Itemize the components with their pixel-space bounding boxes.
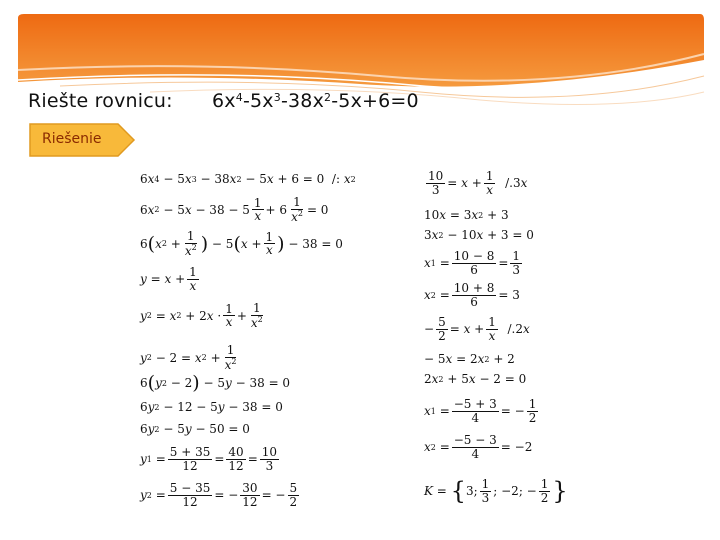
step-left-4: y = x + 1 x — [140, 265, 197, 293]
step-right-5: x 2 = 10 + 8 6 = 3 — [424, 281, 520, 309]
step-right-6: − 5 2 = x + 1 x /.2 x — [424, 315, 530, 343]
step-left-6: y 2 − 2 = x 2 + 1 $x^2$ — [140, 343, 237, 372]
step-left-3: 6 ( x 2 + 1 $x^2$ ) − 5 ( x + 1 x ) − 38 = 0 — [140, 229, 343, 258]
step-right-7: − 5 x = 2 x 2 + 2 — [424, 352, 515, 366]
task-label: Riešte rovnicu: — [28, 90, 173, 112]
task-equation: $6x^4-5x^3-38x^2-5x+6=0$ — [212, 90, 419, 112]
step-right-1: 10 3 = x + 1 x /.3 x — [428, 169, 528, 197]
step-right-11: K = { 3; 1 3 ; −2; − 1 2 } — [424, 477, 568, 506]
step-left-2: 6 x 2 − 5 x − 38 − 5 1 x + 6 1 $x^2$ = 0 — [140, 195, 329, 224]
step-right-10: x 2 = −5 − 3 4 = −2 — [424, 433, 533, 461]
step-right-8: 2 x 2 + 5 x − 2 = 0 — [424, 372, 527, 386]
step-left-9: 6 y 2 − 5 y − 50 = 0 — [140, 422, 250, 436]
step-left-8: 6 y 2 − 12 − 5 y − 38 = 0 — [140, 400, 283, 414]
right-solution-steps — [424, 168, 684, 528]
solution-button-label: Riešenie — [42, 131, 102, 147]
step-right-9: x 1 = −5 + 3 4 = − 1 2 — [424, 397, 537, 425]
step-left-1: 6 x 4 − 5 x 3 − 38 x 2 − 5 x + 6 = 0 /: x 2 — [140, 172, 356, 186]
step-right-2: 10 x = 3 x 2 + 3 — [424, 208, 509, 222]
left-solution-steps — [140, 168, 380, 528]
step-right-4: x 1 = 10 − 8 6 = 1 3 — [424, 249, 521, 277]
step-left-5: y 2 = x 2 + 2 x · 1 x + 1 $x^2$ — [140, 301, 263, 330]
step-right-3: 3 x 2 − 10 x + 3 = 0 — [424, 228, 534, 242]
step-left-11: y 2 = 5 − 35 12 = − 30 12 = − 5 2 — [140, 481, 298, 509]
step-left-7: 6 ( y 2 − 2 ) − 5 y − 38 = 0 — [140, 372, 291, 394]
solution-button[interactable] — [28, 122, 136, 158]
step-left-10: y 1 = 5 + 35 12 = 40 12 = 10 3 — [140, 445, 278, 473]
